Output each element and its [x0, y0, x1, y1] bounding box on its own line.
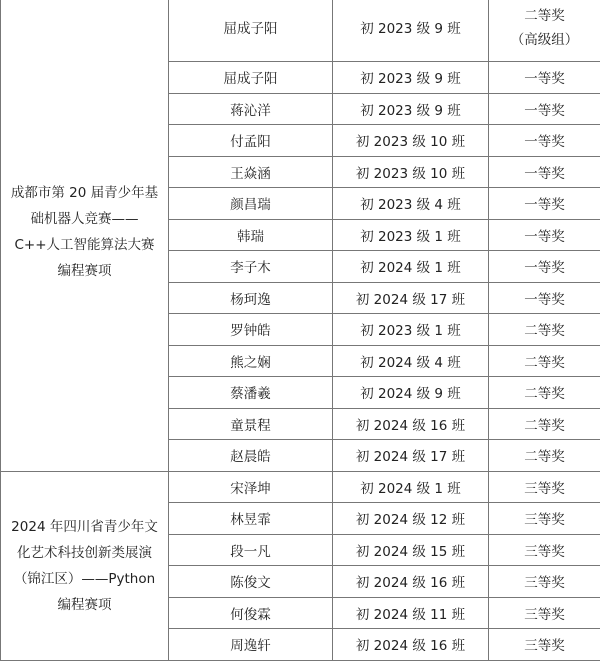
student-name: 何俊霖	[169, 597, 333, 629]
award-level: 三等奖	[489, 566, 600, 598]
award-level: 二等奖	[489, 440, 600, 472]
student-class: 初 2023 级 10 班	[333, 125, 489, 157]
award-level: 一等奖	[489, 188, 600, 220]
student-name: 屈成子阳	[169, 0, 333, 62]
student-name: 李子木	[169, 251, 333, 283]
student-name: 颜昌瑞	[169, 188, 333, 220]
student-class: 初 2023 级 9 班	[333, 93, 489, 125]
award-level: 一等奖	[489, 219, 600, 251]
student-name: 蔡潘羲	[169, 377, 333, 409]
student-class: 初 2024 级 16 班	[333, 566, 489, 598]
award-level: 一等奖	[489, 93, 600, 125]
student-class: 初 2023 级 10 班	[333, 156, 489, 188]
award-level: 二等奖	[489, 377, 600, 409]
student-class: 初 2024 级 16 班	[333, 629, 489, 661]
award-level: 一等奖	[489, 282, 600, 314]
student-name: 杨珂逸	[169, 282, 333, 314]
student-name: 付孟阳	[169, 125, 333, 157]
award-level: 一等奖	[489, 62, 600, 94]
competition-cell: 成都市第 20 届青少年基础机器人竞赛——C++人工智能算法大赛编程赛项	[1, 0, 169, 471]
award-level: 三等奖	[489, 597, 600, 629]
student-name: 宋泽坤	[169, 471, 333, 503]
student-class: 初 2024 级 9 班	[333, 377, 489, 409]
award-level: 三等奖	[489, 471, 600, 503]
award-level: 三等奖	[489, 503, 600, 535]
student-class: 初 2024 级 17 班	[333, 440, 489, 472]
award-level: 三等奖	[489, 534, 600, 566]
student-name: 蒋沁洋	[169, 93, 333, 125]
student-class: 初 2024 级 11 班	[333, 597, 489, 629]
student-name: 赵晨皓	[169, 440, 333, 472]
award-level: 二等奖	[489, 314, 600, 346]
student-class: 初 2023 级 1 班	[333, 314, 489, 346]
student-name: 屈成子阳	[169, 62, 333, 94]
award-level: 二等奖	[489, 408, 600, 440]
student-class: 初 2023 级 4 班	[333, 188, 489, 220]
student-class: 初 2024 级 12 班	[333, 503, 489, 535]
student-name: 段一凡	[169, 534, 333, 566]
award-cell	[489, 0, 600, 62]
award-level: 一等奖	[489, 156, 600, 188]
student-name: 童景程	[169, 408, 333, 440]
student-class: 初 2023 级 9 班	[333, 0, 489, 62]
student-class: 初 2024 级 17 班	[333, 282, 489, 314]
award-level: 一等奖	[489, 251, 600, 283]
student-name: 王焱涵	[169, 156, 333, 188]
student-class: 初 2024 级 1 班	[333, 251, 489, 283]
award-level: 二等奖	[489, 345, 600, 377]
student-name: 罗钟皓	[169, 314, 333, 346]
student-class: 初 2024 级 1 班	[333, 471, 489, 503]
student-class: 初 2024 级 4 班	[333, 345, 489, 377]
award-note: （高级组）	[510, 32, 579, 48]
award-level: 二等奖	[524, 8, 565, 24]
student-name: 林昱霏	[169, 503, 333, 535]
award-level: 一等奖	[489, 125, 600, 157]
student-name: 周逸轩	[169, 629, 333, 661]
student-class: 初 2023 级 9 班	[333, 62, 489, 94]
student-name: 陈俊文	[169, 566, 333, 598]
award-level: 三等奖	[489, 629, 600, 661]
competition-cell: 2024 年四川省青少年文化艺术科技创新类展演（锦江区）——Python 编程赛项	[1, 471, 169, 660]
student-class: 初 2023 级 1 班	[333, 219, 489, 251]
student-name: 韩瑞	[169, 219, 333, 251]
student-name: 熊之娴	[169, 345, 333, 377]
student-class: 初 2024 级 16 班	[333, 408, 489, 440]
student-class: 初 2024 级 15 班	[333, 534, 489, 566]
